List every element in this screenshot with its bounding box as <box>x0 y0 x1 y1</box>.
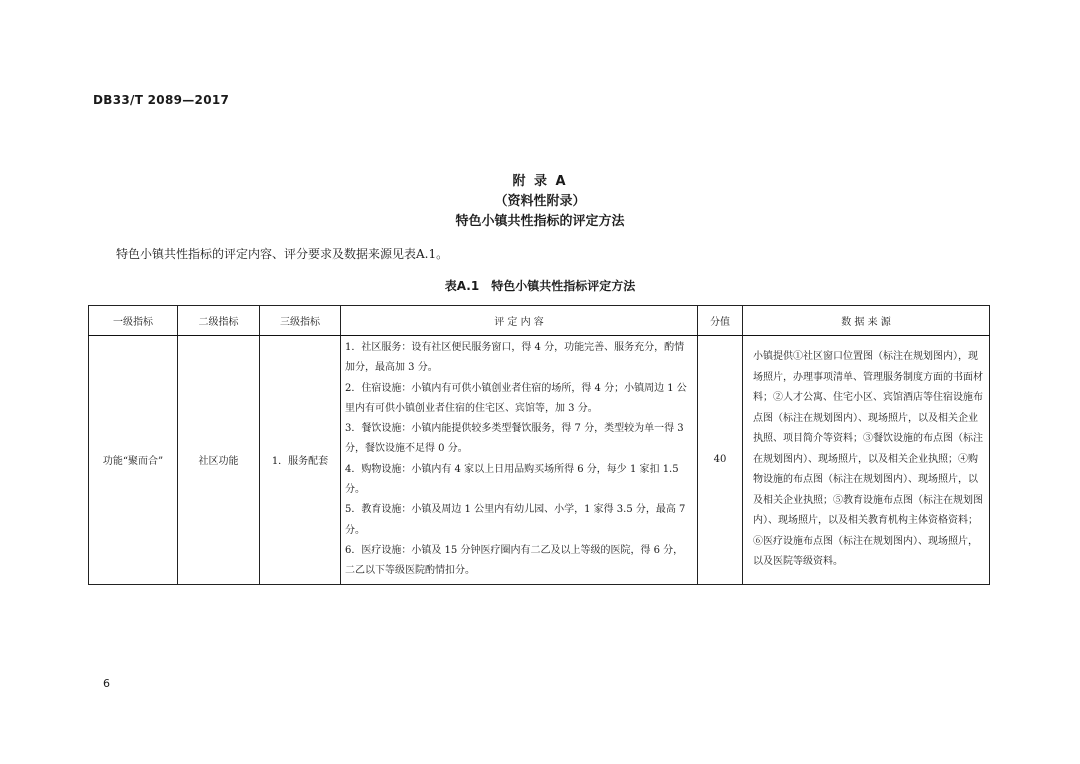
annex-nature: （资料性附录） <box>494 194 586 209</box>
cell-score: 40 <box>698 336 743 585</box>
header-source: 数 据 来 源 <box>743 306 990 336</box>
header-level2: 二级指标 <box>178 306 260 336</box>
document-code: DB33/T 2089—2017 <box>93 93 230 107</box>
header-level1: 一级指标 <box>89 306 178 336</box>
cell-content <box>341 336 698 585</box>
content-item: 5．教育设施：小镇及周边 1 公里内有幼儿园、小学，1 家得 3.5 分，最高 7 分。 <box>345 504 686 536</box>
header-content: 评 定 内 容 <box>341 306 698 336</box>
annex-title: 特色小镇共性指标的评定方法 <box>455 214 625 229</box>
content-item: 2．住宿设施：小镇内有可供小镇创业者住宿的场所，得 4 分；小镇周边 1 公里内有可供小镇创业者住宿的住宅区、宾馆等，加 3 分。 <box>345 382 687 414</box>
table-header-row <box>89 306 990 336</box>
content-item: 3．餐饮设施：小镇内能提供较多类型餐饮服务，得 7 分，类型较为单一得 3 分，餐饮设施不足得 0 分。 <box>345 423 684 455</box>
intro-paragraph: 特色小镇共性指标的评定内容、评分要求及数据来源见表A.1。 <box>116 247 449 261</box>
header-level3: 三级指标 <box>260 306 341 336</box>
cell-level3: 1．服务配套 <box>260 336 341 585</box>
content-item: 1．社区服务：设有社区便民服务窗口，得 4 分，功能完善、服务充分，酌情加分，最高加 3 分。 <box>345 342 685 374</box>
cell-level2: 社区功能 <box>178 336 260 585</box>
evaluation-table <box>88 305 990 585</box>
content-item: 6．医疗设施：小镇及 15 分钟医疗圈内有二乙及以上等级的医院，得 6 分，二乙以下等级医院酌情扣分。 <box>345 544 684 577</box>
cell-source: 小镇提供①社区窗口位置图（标注在规划图内），现场照片，办理事项清单、管理服务制度方面的书面材料；②人才公寓、住宅小区、宾馆酒店等住宿设施布点图（标注在规划图内）、现场照片，以及相关企业执照、项目简介等资料；③餐饮设施的布点图（标注在规划图内）、现场照片，以及相关企业执照；④购物设施的布点图（标注在规划图内）、现场照片，以及相关企业执照；⑤教育设施布点图（标注在规划图内）、现场照片，以及相关教育机构主体资格资料；⑥医疗设施布点图（标注在规划图内）、现场照片，以及医院等级资料。 <box>743 336 990 585</box>
content-item: 4．购物设施：小镇内有 4 家以上日用品购买场所得 6 分，每少 1 家扣 1.5 分。 <box>345 463 679 496</box>
table-caption: 表A.1 特色小镇共性指标评定方法 <box>444 279 636 293</box>
page-number: 6 <box>103 677 110 690</box>
annex-label: 附 录 A <box>512 174 568 189</box>
header-score: 分值 <box>698 306 743 336</box>
table-row <box>89 336 990 585</box>
cell-level1: 功能“聚而合” <box>89 336 178 585</box>
